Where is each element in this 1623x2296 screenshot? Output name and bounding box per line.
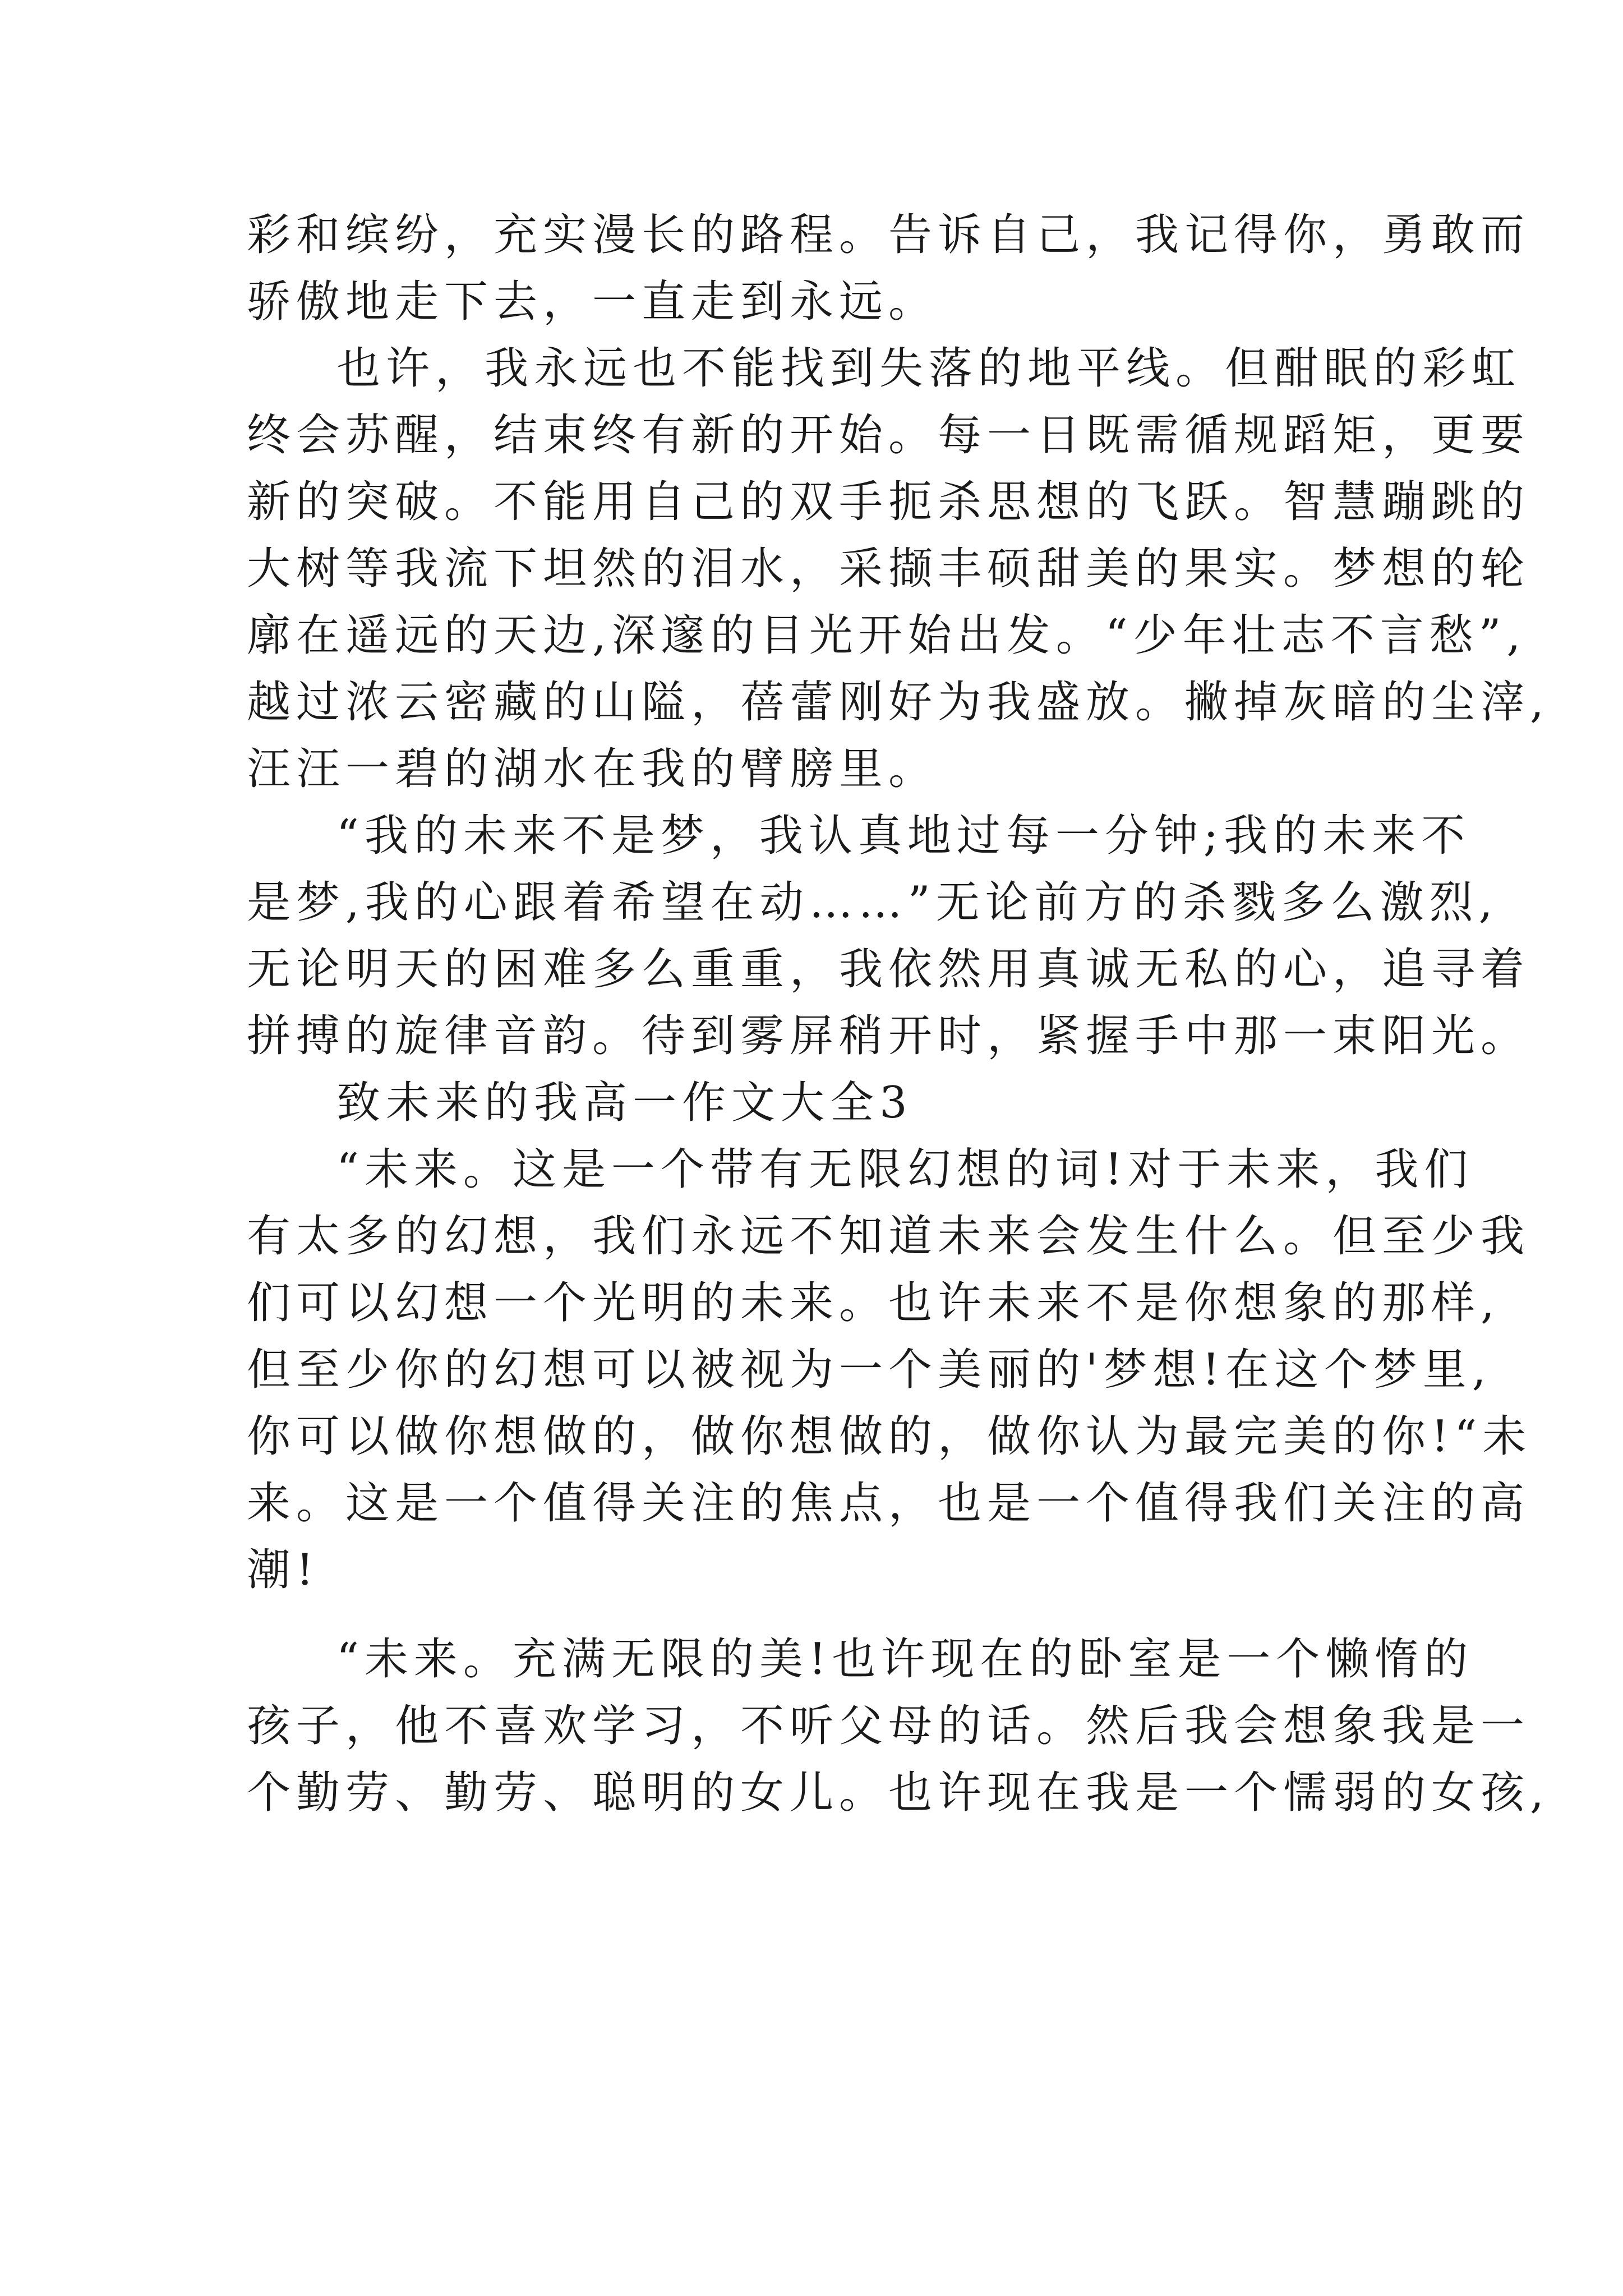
text-line: 但至少你的幻想可以被视为一个美丽的'梦想!在这个梦里, xyxy=(247,1345,1492,1395)
text-line: 有太多的幻想，我们永远不知道未来会发生什么。但至少我 xyxy=(247,1211,1530,1262)
document-body xyxy=(247,202,1550,1826)
text-line: 你可以做你想做的，做你想做的，做你认为最完美的你!“未 xyxy=(247,1411,1532,1462)
paragraph-start-line: 也许，我永远也不能找到失落的地平线。但酣眠的彩虹 xyxy=(336,343,1521,394)
text-line: 越过浓云密藏的山隘，蓓蕾刚好为我盛放。撇掉灰暗的尘滓, xyxy=(247,677,1550,728)
text-line: 拼搏的旋律音韵。待到雾屏稍开时，紧握手中那一束阳光。 xyxy=(247,1011,1530,1061)
text-line: 潮! xyxy=(247,1545,320,1595)
section-heading: 致未来的我高一作文大全3 xyxy=(336,1078,913,1128)
text-line: 骄傲地走下去，一直走到永远。 xyxy=(247,277,938,327)
text-line: 大树等我流下坦然的泪水，采撷丰硕甜美的果实。梦想的轮 xyxy=(247,544,1530,594)
text-line: 彩和缤纷，充实漫长的路程。告诉自己，我记得你，勇敢而 xyxy=(247,210,1530,260)
text-line: 是梦,我的心跟着希望在动……”无论前方的杀戮多么激烈, xyxy=(247,877,1498,928)
text-line: 新的突破。不能用自己的双手扼杀思想的飞跃。智慧蹦跳的 xyxy=(247,477,1530,527)
text-line: 终会苏醒，结束终有新的开始。每一日既需循规蹈矩，更要 xyxy=(247,410,1530,461)
text-line: 汪汪一碧的湖水在我的臂膀里。 xyxy=(247,744,938,794)
text-line: 个勤劳、勤劳、聪明的女儿。也许现在我是一个懦弱的女孩, xyxy=(247,1768,1550,1818)
text-line: 无论明天的困难多么重重，我依然用真诚无私的心，追寻着 xyxy=(247,944,1530,995)
paragraph-start-line: “我的未来不是梦，我认真地过每一分钟;我的未来不 xyxy=(336,811,1471,861)
text-line: 廓在遥远的天边,深邃的目光开始出发。“少年壮志不言愁”, xyxy=(247,610,1527,661)
text-line: 来。这是一个值得关注的焦点，也是一个值得我们关注的高 xyxy=(247,1478,1530,1529)
paragraph-start-line: “未来。这是一个带有无限幻想的词!对于未来，我们 xyxy=(336,1144,1474,1195)
text-line: 们可以幻想一个光明的未来。也许未来不是你想象的那样, xyxy=(247,1278,1500,1328)
paragraph-start-line: “未来。充满无限的美!也许现在的卧室是一个懒惰的 xyxy=(336,1634,1474,1685)
text-line: 孩子，他不喜欢学习，不听父母的话。然后我会想象我是一 xyxy=(247,1701,1530,1751)
